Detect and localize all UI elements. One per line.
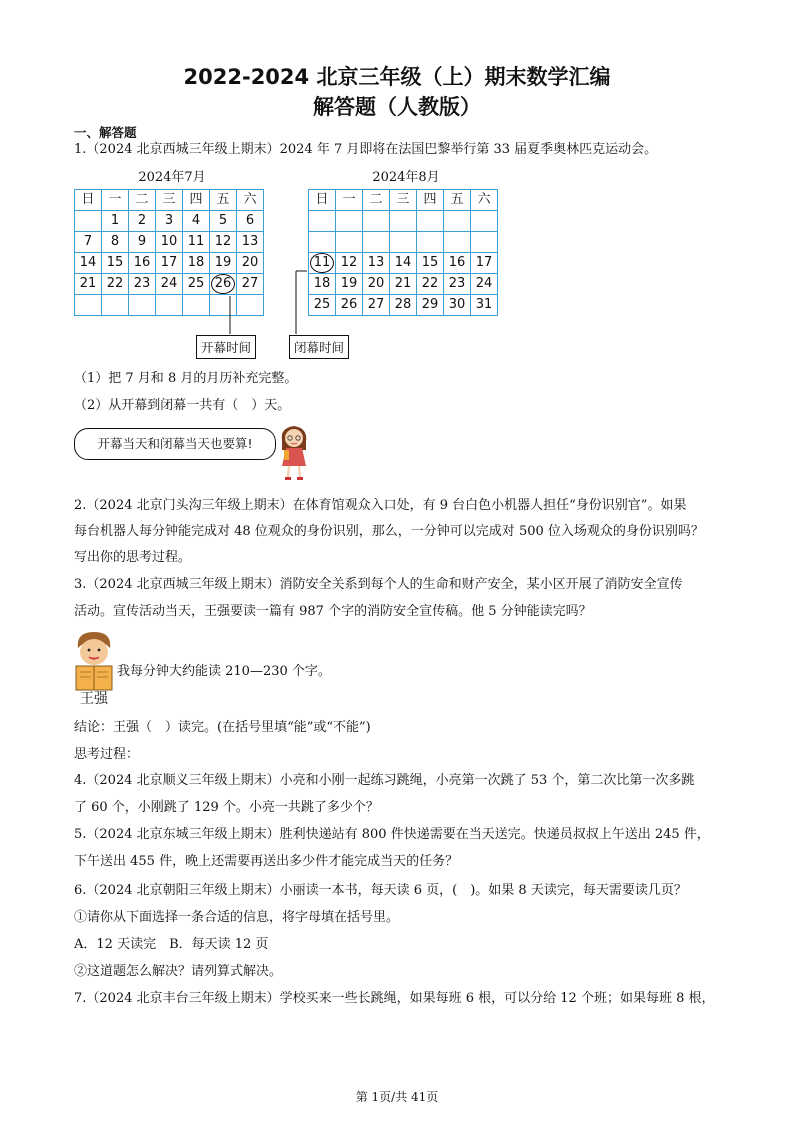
weekday-cell: 日 (309, 190, 336, 211)
calendar-day-cell: 22 (102, 274, 129, 295)
q3-line2: 活动。宣传活动当天，王强要读一篇有 987 个字的消防安全宣传稿。他 5 分钟能读完吗？ (74, 604, 592, 619)
calendar-day-cell: 17 (471, 253, 498, 274)
calendar-day-cell: 16 (129, 253, 156, 274)
page-footer: 第 1页/共 41页 (355, 1090, 439, 1104)
calendar-day-cell: 6 (237, 211, 264, 232)
q5-line1: 5.（2024 北京东城三年级上期末）胜利快递站有 800 件快递需要在当天送完。快递员叔叔上午送出 245 件， (74, 827, 710, 842)
calendar-day-cell: 13 (237, 232, 264, 253)
weekday-cell: 四 (183, 190, 210, 211)
calendar-day-cell: 31 (471, 295, 498, 316)
weekday-cell: 三 (156, 190, 183, 211)
calendar-day-cell: 18 (309, 274, 336, 295)
calendar-day-cell: 21 (75, 274, 102, 295)
q6-line2: ①请你从下面选择一条合适的信息，将字母填在括号里。 (74, 910, 400, 925)
calendar-day-cell: 17 (156, 253, 183, 274)
calendar-day-cell: 23 (444, 274, 471, 295)
calendar-day-cell: 8 (102, 232, 129, 253)
q2-line2: 每台机器人每分钟能完成对 48 位观众的身份识别，那么，一分钟可以完成对 500 位入场观众的身份识别吗？ (74, 524, 704, 539)
calendar-day-cell: 1 (102, 211, 129, 232)
q2-line3: 写出你的思考过程。 (74, 550, 192, 565)
calendar-day-cell: 24 (156, 274, 183, 295)
calendar-day-cell: 24 (471, 274, 498, 295)
q3-conclusion: 结论：王强（ ）读完。(在括号里填“能”或“不能”) (74, 720, 371, 735)
calendar-day-cell: 11 (183, 232, 210, 253)
q1-sub1: （1）把 7 月和 8 月的月历补充完整。 (74, 371, 298, 386)
q4-line2: 了 60 个，小刚跳了 129 个。小亮一共跳了多少个？ (74, 800, 379, 815)
boy-reading-illustration-icon (72, 630, 116, 692)
calendar-day-cell: 15 (102, 253, 129, 274)
calendar-day-cell: 27 (237, 274, 264, 295)
calendar-day-cell: 2 (129, 211, 156, 232)
calendar-day-cell: 25 (183, 274, 210, 295)
q3-name: 王强 (80, 691, 108, 707)
speech-bubble: 开幕当天和闭幕当天也要算! (74, 428, 276, 460)
calendar-day-cell: 14 (390, 253, 417, 274)
q1-stem: 1.（2024 北京西城三年级上期末）2024 年 7 月即将在法国巴黎举行第 33 届夏季奥林匹克运动会。 (74, 142, 658, 157)
calendar-day-cell: 29 (417, 295, 444, 316)
q1-sub2: （2）从开幕到闭幕一共有（ ）天。 (74, 398, 291, 413)
weekday-cell: 五 (210, 190, 237, 211)
section-heading: 一、解答题 (74, 125, 137, 140)
calendar-day-cell: 15 (417, 253, 444, 274)
calendar-day-cell: 4 (183, 211, 210, 232)
calendar-day-cell: 23 (129, 274, 156, 295)
calendar-day-cell: 12 (210, 232, 237, 253)
calendar-day-cell: 5 (210, 211, 237, 232)
weekday-cell: 二 (363, 190, 390, 211)
page-subtitle: 解答题（人教版） (313, 95, 481, 119)
q6-line3: A．12 天读完 B．每天读 12 页 (74, 937, 269, 952)
calendar-day-cell: 20 (363, 274, 390, 295)
page-title: 2022-2024 北京三年级（上）期末数学汇编 (183, 65, 611, 89)
weekday-cell: 二 (129, 190, 156, 211)
q7-line1: 7.（2024 北京丰台三年级上期末）学校买来一些长跳绳，如果每班 6 根，可以分给 12 个班；如果每班 8 根， (74, 991, 715, 1006)
calendar-day-cell: 27 (363, 295, 390, 316)
calendar-day-cell: 22 (417, 274, 444, 295)
q4-line1: 4.（2024 北京顺义三年级上期末）小亮和小刚一起练习跳绳，小亮第一次跳了 53 个，第二次比第一次多跳 (74, 773, 695, 788)
calendar-day-cell: 25 (309, 295, 336, 316)
weekday-cell: 一 (336, 190, 363, 211)
q3-speech: 我每分钟大约能读 210—230 个字。 (117, 664, 331, 679)
label-opening-time: 开幕时间 (196, 335, 256, 359)
calendar-day-cell: 7 (75, 232, 102, 253)
calendar-day-cell: 13 (363, 253, 390, 274)
calendar-august-title: 2024年8月 (372, 170, 440, 185)
q3-thinking: 思考过程： (74, 747, 140, 762)
weekday-cell: 日 (75, 190, 102, 211)
q3-line1: 3.（2024 北京西城三年级上期末）消防安全关系到每个人的生命和财产安全，某小区开展了消防安全宣传 (74, 577, 683, 592)
weekday-cell: 六 (471, 190, 498, 211)
circled-day: 26 (211, 274, 235, 294)
calendar-day-cell: 20 (237, 253, 264, 274)
calendar-day-cell: 28 (390, 295, 417, 316)
girl-illustration-icon (276, 420, 312, 482)
calendar-day-cell: 14 (75, 253, 102, 274)
weekday-cell: 一 (102, 190, 129, 211)
calendar-day-cell: 16 (444, 253, 471, 274)
weekday-cell: 六 (237, 190, 264, 211)
calendar-day-cell: 9 (129, 232, 156, 253)
calendar-day-cell: 10 (156, 232, 183, 253)
weekday-cell: 三 (390, 190, 417, 211)
calendar-day-cell: 3 (156, 211, 183, 232)
q2-line1: 2.（2024 北京门头沟三年级上期末）在体育馆观众入口处，有 9 台白色小机器人担任“身份识别官”。如果 (74, 498, 687, 513)
calendar-day-cell: 30 (444, 295, 471, 316)
calendar-day-cell: 19 (210, 253, 237, 274)
calendar-day-cell: 21 (390, 274, 417, 295)
weekday-cell: 四 (417, 190, 444, 211)
q6-line4: ②这道题怎么解决？请列算式解决。 (74, 964, 283, 979)
calendar-july-title: 2024年7月 (138, 170, 206, 185)
label-closing-time: 闭幕时间 (289, 335, 349, 359)
calendar-day-cell: 19 (336, 274, 363, 295)
calendar-day-cell: 18 (183, 253, 210, 274)
calendar-day-cell: 12 (336, 253, 363, 274)
q5-line2: 下午送出 455 件，晚上还需要再送出多少件才能完成当天的任务？ (74, 854, 459, 869)
weekday-cell: 五 (444, 190, 471, 211)
calendar-day-cell: 26 (336, 295, 363, 316)
q6-line1: 6.（2024 北京朝阳三年级上期末）小丽读一本书，每天读 6 页，( )。如果 8 天读完，每天需要读几页？ (74, 883, 687, 898)
circled-day: 11 (310, 253, 334, 273)
